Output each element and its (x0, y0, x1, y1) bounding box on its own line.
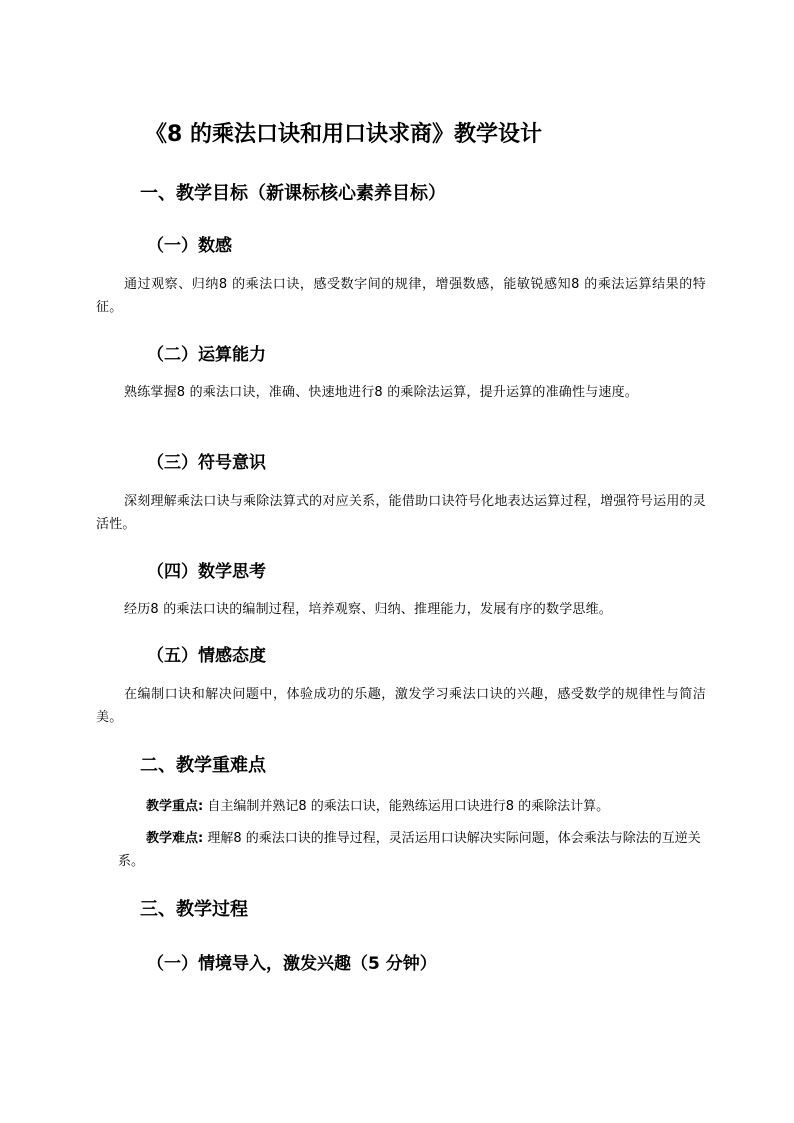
difficult-point-paragraph (118, 827, 706, 873)
section-heading-teaching-process: 三、教学过程 (140, 899, 248, 920)
subheading-symbol-sense: （三）符号意识 (147, 453, 266, 473)
key-point-paragraph (118, 795, 706, 818)
subheading-math-thinking: （四）数学思考 (147, 562, 266, 582)
paragraph-number-sense: 通过观察、归纳8 的乘法口诀，感受数字间的规律，增强数感，能敏锐感知8 的乘法运算结果的特征。 (96, 277, 706, 315)
document-title: 《8 的乘法口诀和用口诀求商》教学设计 (145, 122, 542, 147)
key-point-label: 教学重点: (146, 799, 204, 814)
paragraph-math-thinking: 经历8 的乘法口诀的编制过程，培养观察、归纳、推理能力，发展有序的数学思维。 (124, 602, 613, 617)
section-heading-key-difficult: 二、教学重难点 (140, 755, 266, 776)
subheading-emotion-attitude: （五）情感态度 (147, 646, 266, 666)
paragraph-symbol-sense: 深刻理解乘法口诀与乘除法算式的对应关系，能借助口诀符号化地表达运算过程，增强符号运用的灵活性。 (96, 494, 706, 532)
difficult-point-text: 理解8 的乘法口诀的推导过程，灵活运用口诀解决实际问题，体会乘法与除法的互逆关系。 (118, 831, 701, 869)
key-point-text: 自主编制并熟记8 的乘法口诀，能熟练运用口诀进行8 的乘除法计算。 (207, 799, 610, 814)
subheading-scenario-introduction: （一）情境导入，激发兴趣（5 分钟） (147, 954, 437, 974)
paragraph-computation: 熟练掌握8 的乘法口诀，准确、快速地进行8 的乘除法运算，提升运算的准确性与速度。 (124, 385, 639, 400)
paragraph-emotion-attitude: 在编制口诀和解决问题中，体验成功的乐趣，激发学习乘法口诀的兴趣，感受数学的规律性与简洁美。 (96, 687, 706, 725)
section-heading-teaching-goals: 一、教学目标（新课标核心素养目标） (140, 183, 446, 204)
subheading-computation: （二）运算能力 (147, 345, 266, 365)
difficult-point-label: 教学难点: (146, 831, 204, 846)
subheading-number-sense: （一）数感 (147, 236, 232, 256)
